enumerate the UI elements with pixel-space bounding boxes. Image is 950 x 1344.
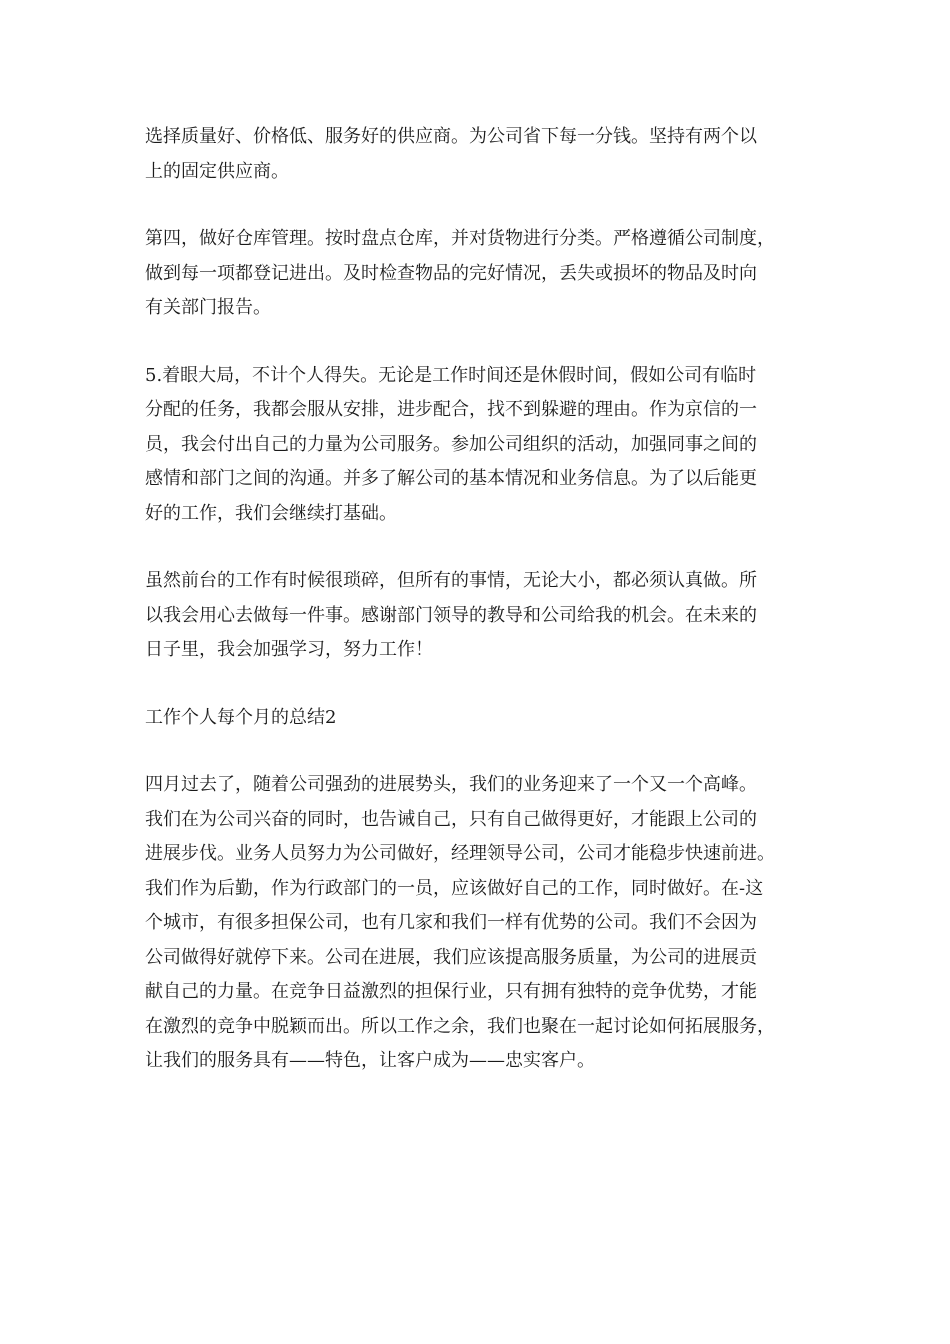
- text-line: 以我会用心去做每一件事。感谢部门领导的教导和公司给我的机会。在未来的: [145, 604, 757, 626]
- paragraph-big-picture: [145, 359, 807, 532]
- text-line: 做到每一项都登记进出。及时检查物品的完好情况，丢失或损坏的物品及时向: [145, 262, 757, 284]
- text-line: 感情和部门之间的沟通。并多了解公司的基本情况和业务信息。为了以后能更: [145, 468, 757, 489]
- paragraph-suppliers: [145, 120, 807, 189]
- text-line: 好的工作，我们会继续打基础。: [145, 502, 397, 524]
- text-line: 我们在为公司兴奋的同时，也告诫自己，只有自己做得更好，才能跟上公司的: [145, 808, 757, 830]
- text-line: 个城市，有很多担保公司，也有几家和我们一样有优势的公司。我们不会因为: [145, 912, 757, 933]
- paragraph-april-summary: [145, 768, 807, 1079]
- text-line: 进展步伐。业务人员努力为公司做好，经理领导公司，公司才能稳步快速前进。: [145, 843, 775, 864]
- text-line: 日子里，我会加强学习，努力工作！: [145, 639, 433, 660]
- text-line: 有关部门报告。: [145, 297, 271, 318]
- text-line: 5.着眼大局，不计个人得失。无论是工作时间还是休假时间，假如公司有临时: [145, 364, 757, 386]
- text-line: 公司做得好就停下来。公司在进展，我们应该提高服务质量，为公司的进展贡: [145, 946, 757, 968]
- text-line: 上的固定供应商。: [145, 160, 289, 182]
- text-line: 虽然前台的工作有时候很琐碎，但所有的事情，无论大小，都必须认真做。所: [145, 570, 757, 591]
- text-line: 第四，做好仓库管理。按时盘点仓库，并对货物进行分类。严格遵循公司制度，: [145, 228, 775, 249]
- section-heading: [145, 701, 807, 736]
- document-body: [145, 120, 807, 1112]
- text-line: 选择质量好、价格低、服务好的供应商。为公司省下每一分钱。坚持有两个以: [145, 126, 757, 147]
- paragraph-front-desk: [145, 564, 807, 668]
- heading-line: 工作个人每个月的总结2: [145, 706, 337, 728]
- text-line: 在激烈的竞争中脱颖而出。所以工作之余，我们也聚在一起讨论如何拓展服务，: [145, 1015, 775, 1037]
- text-line: 员，我会付出自己的力量为公司服务。参加公司组织的活动，加强同事之间的: [145, 433, 757, 455]
- text-line: 我们作为后勤，作为行政部门的一员，应该做好自己的工作，同时做好。在-这: [145, 877, 764, 899]
- text-line: 四月过去了，随着公司强劲的进展势头，我们的业务迎来了一个又一个高峰。: [145, 774, 757, 795]
- text-line: 献自己的力量。在竞争日益激烈的担保行业，只有拥有独特的竞争优势，才能: [145, 981, 757, 1002]
- paragraph-warehouse: [145, 222, 807, 326]
- text-line: 分配的任务，我都会服从安排，进步配合，找不到躲避的理由。作为京信的一: [145, 399, 757, 420]
- text-line: 让我们的服务具有——特色，让客户成为——忠实客户。: [145, 1050, 595, 1071]
